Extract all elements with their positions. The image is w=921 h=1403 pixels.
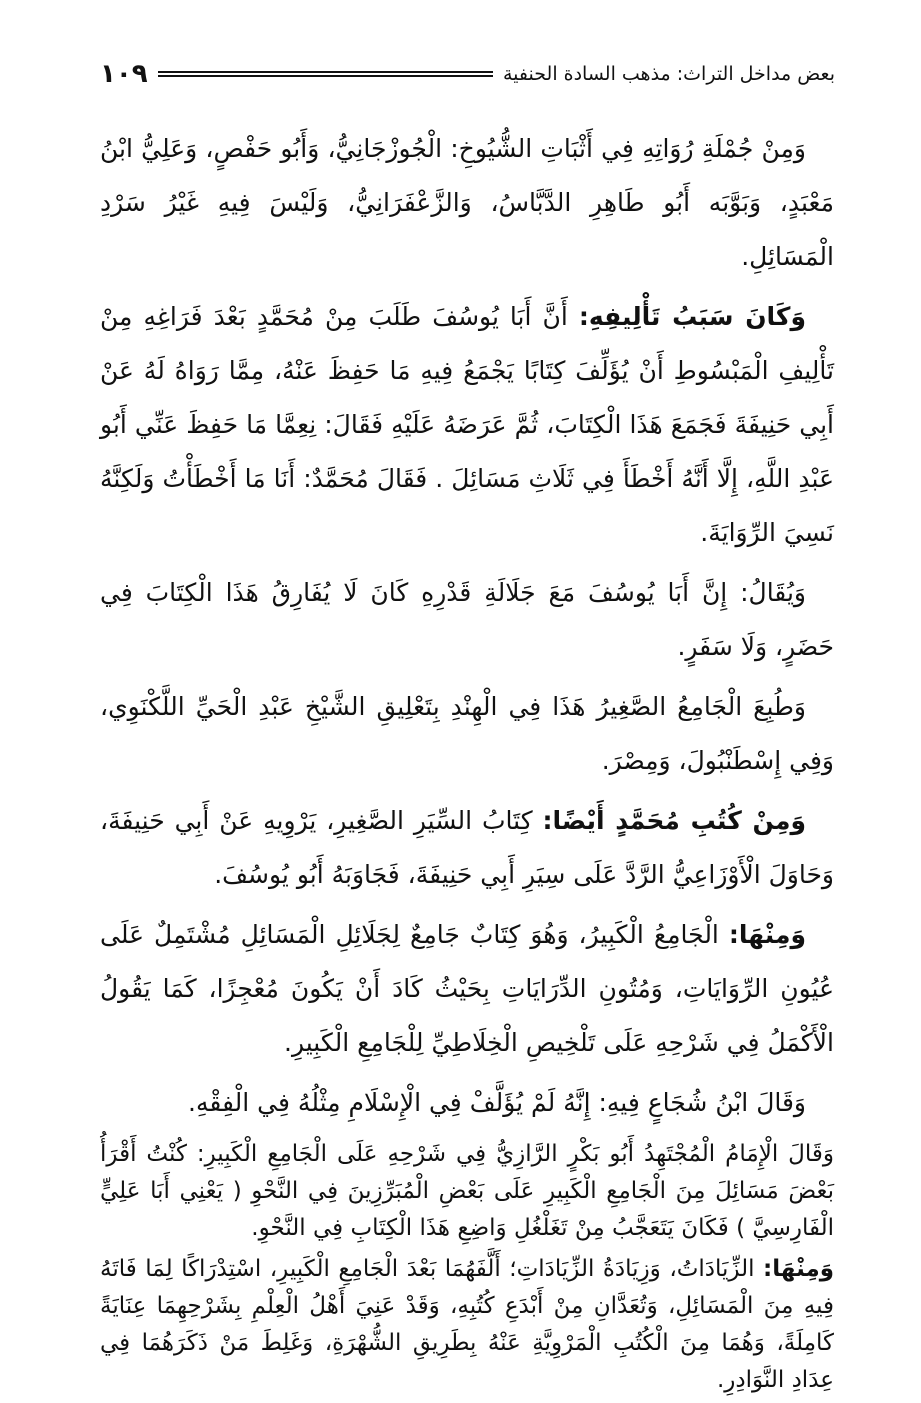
paragraph-lead: وَكَانَ سَبَبُ تَأْلِيفِهِ: [578, 302, 807, 331]
paragraph-printing [100, 680, 834, 788]
paragraph-text: وَطُبِعَ الْجَامِعُ الصَّغِيرُ هَذَا فِي الْهِنْدِ بِتَعْلِيقِ الشَّيْخِ عَبْدِ الْحَيِّ اللَّكْنَوِي، وَفِي إِسْطَنْبُولَ، وَمِصْرَ. [100, 692, 834, 775]
paragraph-text: وَقَالَ ابْنُ شُجَاعٍ فِيهِ: إِنَّهُ لَمْ يُؤَلَّفْ فِي الْإِسْلَامِ مِثْلُهُ فِي الْفِقْهِ. [188, 1088, 806, 1117]
paragraph-text: وَيُقَالُ: إِنَّ أَبَا يُوسُفَ مَعَ جَلَالَةِ قَدْرِهِ كَانَ لَا يُفَارِقُ هَذَا الْكِتَابَ فِي حَضَرٍ، وَلَا سَفَرٍ. [100, 578, 834, 661]
paragraph-ziyadat [100, 1251, 834, 1399]
paragraph-text: الزِّيَادَاتُ، وَزِيَادَةُ الزِّيَادَاتِ؛ أَلَّفَهُمَا بَعْدَ الْجَامِعِ الْكَبِيرِ، اسْتِدْرَاكًا لِمَا فَاتَهُ فِيهِ مِنَ الْمَسَائِلِ، وَتُعَدَّانِ مِنْ أَبْدَعِ كُتُبِهِ، وَقَدْ عَنِيَ أَهْلُ الْعِلْمِ بِشَرْحِهِمَا عِنَايَةً كَامِلَةً، وَهُمَا مِنَ الْكُتُبِ الْمَرْوِيَّةِ عَنْهُ بِطَرِيقِ الشُّهْرَةِ، وَغَلِطَ مَنْ ذَكَرَهُمَا فِي عِدَادِ النَّوَادِرِ. [100, 1256, 834, 1393]
paragraph-text: أَنَّ أَبَا يُوسُفَ طَلَبَ مِنْ مُحَمَّدٍ بَعْدَ فَرَاغِهِ مِنْ تَأْلِيفِ الْمَبْسُوطِ أَنْ يُؤَلِّفَ كِتَابًا يَجْمَعُ فِيهِ مَا حَفِظَ عَنْهُ، مِمَّا رَوَاهُ لَهُ عَنْ أَبِي حَنِيفَةَ فَجَمَعَ هَذَا الْكِتَابَ، ثُمَّ عَرَضَهُ عَلَيْهِ فَقَالَ: نِعِمَّا مَا حَفِظَ عَنِّي أَبُو عَبْدِ اللَّهِ، إِلَّا أَنَّهُ أَخْطَأَ فِي ثَلَاثِ مَسَائِلَ . فَقَالَ مُحَمَّدٌ: أَنَا مَا أَخْطَأْتُ وَلَكِنَّهُ نَسِيَ الرِّوَايَةَ. [100, 302, 834, 547]
paragraph-abu-yusuf [100, 566, 834, 674]
paragraph-al-razi [100, 1136, 834, 1247]
paragraph-narrators [100, 122, 834, 284]
paragraph-reason-for-authoring [100, 290, 834, 560]
body-text [100, 122, 834, 1403]
page-number: ١٠٩ [100, 59, 148, 89]
paragraph-siyar-saghir [100, 794, 834, 902]
running-header [100, 56, 835, 92]
header-double-rule [158, 71, 493, 77]
paragraph-ibn-shuja [100, 1076, 834, 1130]
paragraph-text: كِتَابُ السِّيَرِ الصَّغِيرِ، يَرْوِيهِ عَنْ أَبِي حَنِيفَةَ، وَحَاوَلَ الْأَوْزَاعِيُّ الرَّدَّ عَلَى سِيَرِ أَبِي حَنِيفَةَ، فَجَاوَبَهُ أَبُو يُوسُفَ. [100, 806, 834, 889]
running-title: بعض مداخل التراث: مذهب السادة الحنفية [503, 63, 835, 85]
paragraph-jami-kabir [100, 908, 834, 1070]
paragraph-text: الْجَامِعُ الْكَبِيرُ، وَهُوَ كِتَابٌ جَامِعٌ لِجَلَائِلِ الْمَسَائِلِ مُشْتَمِلٌ عَلَى عُيُونِ الرِّوَايَاتِ، وَمُتُونِ الدِّرَايَاتِ بِحَيْثُ كَادَ أَنْ يَكُونَ مُعْجِزًا، كَمَا يَقُولُ الْأَكْمَلُ فِي شَرْحِهِ عَلَى تَلْخِيصِ الْخِلَاطِيِّ لِلْجَامِعِ الْكَبِيرِ. [100, 920, 834, 1057]
paragraph-lead: وَمِنْ كُتُبِ مُحَمَّدٍ أَيْضًا: [542, 806, 806, 835]
paragraph-text: وَمِنْ جُمْلَةِ رُوَاتِهِ فِي أَثْبَاتِ الشُّيُوخِ: الْجُوزْجَانِيُّ، وَأَبُو حَفْصٍ، وَعَلِيُّ ابْنُ مَعْبَدٍ، وَبَوَّبَه أَبُو طَاهِرِ الدَّبَّاسُ، وَالزَّعْفَرَانِيُّ، وَلَيْسَ فِيهِ غَيْرُ سَرْدِ الْمَسَائِلِ. [100, 134, 834, 271]
paragraph-text: وَقَالَ الْإِمَامُ الْمُجْتَهِدُ أَبُو بَكْرٍ الرَّازِيُّ فِي شَرْحِهِ عَلَى الْجَامِعِ الْكَبِيرِ: كُنْتُ أَقْرَأُ بَعْضَ مَسَائِلَ مِنَ الْجَامِعِ الْكَبِيرِ عَلَى بَعْضِ الْمُبَرِّزِينَ فِي النَّحْوِ ( يَعْنِي أَبَا عَلِيٍّ الْفَارِسِيَّ ) فَكَانَ يَتَعَجَّبُ مِنْ تَغَلْغُلِ وَاضِعِ هَذَا الْكِتَابِ فِي النَّحْوِ. [100, 1141, 834, 1241]
paragraph-lead: وَمِنْهَا: [728, 920, 806, 949]
paragraph-lead: وَمِنْهَا: [763, 1256, 834, 1282]
